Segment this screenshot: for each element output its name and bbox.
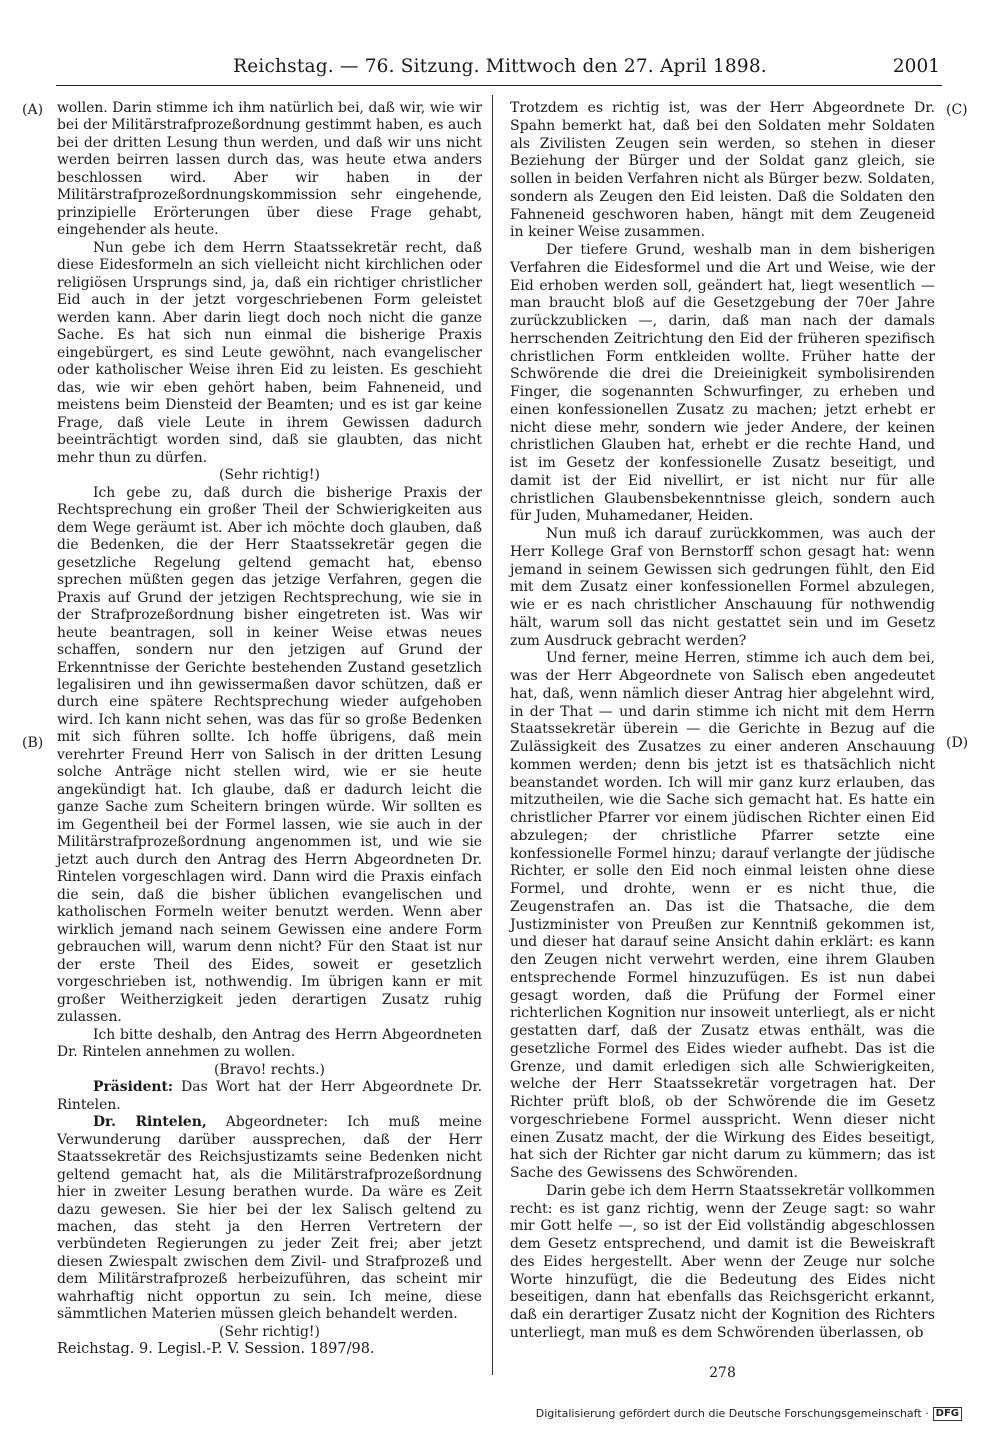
paragraph: Ich gebe zu, daß durch die bisherige Praxis der Rechtsprechung ein großer Theil der Schwierigkeiten aus dem Wege geräumt ist. Aber ich möchte doch glauben, daß die Bedenken, die der Herr Staatssekretär gegen die gesetzliche Regelung geltend gemacht hat, ebenso sprechen müßten gegen das jetzige Verfahren, gegen die Praxis auf Grund der jetzigen Rechtsprechung, wie sie in der Strafprozeßordnung bisher eingetreten ist. Was wir heute beantragen, soll in keiner Weise etwas neues schaffen, sondern nur den jetzigen auf Grund der Erkenntnisse der Gerichte bestehenden Zustand gesetzlich legalisiren und ihn gewissermaßen davor schützen, daß er durch eine spätere Rechtsprechung wieder aufgehoben wird. Ich kann nicht sehen, was das für so große Bedenken mit sich führen sollte. Ich hoffe übrigens, daß mein verehrter Freund Herr von Salisch in der dritten Lesung solche Anträge nicht stellen wird, wie er sie heute angekündigt hat. Ich glaube, daß er dadurch leicht die ganze Sache zum Scheitern bringen würde. Wir sollten es im Gegentheil bei der Formel lassen, wie sie auch in der Militärstrafprozeßordnung angenommen ist, und wie sie jetzt auch durch den Antrag des Herrn Abgeordneten Dr. Rintelen vorgeschlagen wird. Dann wird die Praxis einfach die sein, daß die bisher üblichen evangelischen und katholischen Formeln weiter benutzt werden. Wenn aber wirklich jemand nach seinem Gewissen eine andere Form gebrauchen will, warum denn nicht? Für den Staat ist nur der erste Theil des Eides, soweit er gesetzlich vorgeschrieben ist, nothwendig. Im übrigen kann er mit großer Weitherzigkeit jeden derartigen Zusatz ruhig zulassen. (57, 484, 482, 1026)
page-header (60, 52, 940, 82)
paragraph: Nun gebe ich dem Herrn Staatssekretär recht, daß diese Eidesformeln an sich vielleicht nicht kirchlichen oder religiösen Ursprungs sind, ja, daß ein richtiger christlicher Eid auch in der jetzt vorgeschriebenen Form geleistet werden kann. Aber darin liegt doch noch nicht die ganze Sache. Es hat sich nun einmal die bisherige Praxis eingebürgert, es sind Leute gewöhnt, nach evangelischer oder katholischer Weise ihren Eid zu leisten. Es geschieht das, wie wir eben gehört haben, beim Fahneneid, und meistens beim Diensteid der Beamten; und es ist gar keine Frage, daß viele Leute in ihrem Gewissen dadurch beeinträchtigt worden sind, daß sie glaubten, das nicht mehr thun zu dürfen. (57, 239, 482, 466)
speech-text: Das Wort hat der Herr Abgeordnete Dr. Rintelen. (57, 1079, 482, 1113)
digitization-credit (536, 1407, 962, 1421)
interjection: (Sehr richtig!) (219, 1323, 320, 1340)
margin-mark-c: (C) (946, 102, 968, 118)
margin-mark-b: (B) (22, 735, 44, 751)
interjection: (Bravo! rechts.) (214, 1061, 325, 1078)
margin-mark-d: (D) (946, 735, 969, 751)
page-number: 2001 (892, 56, 940, 77)
print-signature: Reichstag. 9. Legisl.-P. V. Session. 1897/98. (57, 1341, 375, 1358)
interjection: (Sehr richtig!) (219, 467, 320, 484)
paragraph: Darin gebe ich dem Herrn Staatssekretär vollkommen recht: es ist ganz richtig, wenn der Zeuge sagt: so wahr mir Gott helfe —, so ist der Eid vollständig abgeschlossen dem Gesetz entsprechend, und damit ist die Beweiskraft des Eides hergestellt. Aber wenn der Zeuge nur solche Worte hinzufügt, die die Bedeutung des Eides nicht beseitigen, dann hat ebenfalls das Reichsgericht erkannt, daß ein derartiger Zusatz nicht der Kognition des Richters unterliegt, man muß es dem Schwörenden überlassen, ob (510, 1182, 935, 1341)
margin-mark-a: (A) (22, 102, 44, 118)
column-divider (492, 95, 493, 1375)
paragraph: Der tiefere Grund, weshalb man in dem bisherigen Verfahren die Eidesformel und die Art und Weise, wie der Eid erhoben werden soll, geändert hat, liegt wesentlich — man braucht bloß auf die Gesetzgebung der 70er Jahre zurückzublicken —, darin, daß man nach der damals herrschenden Zeitrichtung den Eid der früheren spezifisch christlichen Form entkleiden wollte. Früher hatte der Schwörende die drei die Dreieinigkeit symbolisirenden Finger, die sogenannten Schwurfinger, zu erheben und einen konfessionellen Zusatz zu machen; jetzt erhebt er nicht diese mehr, sondern wie jeder Andere, der keinen christlichen Glauben hat, erhebt er die rechte Hand, und ist im Gesetz der konfessionelle Zusatz beseitigt, und damit ist der Eid nivellirt, er ist nicht nur für alle christlichen Glaubensbekenntnisse gleich, sondern auch für Juden, Muhamedaner, Heiden. (510, 242, 935, 525)
paragraph: Nun muß ich darauf zurückkommen, was auch der Herr Kollege Graf von Bernstorff schon gesagt hat: wenn jemand in seinem Gewissen sich gedrungen fühlt, den Eid mit dem Zusatz einer konfessionellen Formel abzulegen, wie er es nach christlicher Anschauung für nothwendig hält, warum soll das nicht gestattet sein und im Gesetz zum Ausdruck gebracht werden? (510, 526, 935, 649)
header-rule (56, 85, 942, 86)
credit-text: Digitalisierung gefördert durch die Deutsche Forschungsgemeinschaft · (535, 1407, 929, 1420)
paragraph: wollen. Darin stimme ich ihm natürlich bei, daß wir, wie wir bei der Militärstrafprozeßordnung gestimmt haben, es auch bei der dritten Lesung thun werden, und daß wir uns nicht werden beirren lassen durch das, was heute etwa anders beschlossen wird. Aber wir haben in der Militärstrafprozeßordnungskommission sehr eingehende, prinzipielle Erörterungen über diese Frage gehabt, eingehender als heute. (57, 100, 482, 239)
speaker-paragraph (57, 1079, 482, 1114)
paragraph: Trotzdem es richtig ist, was der Herr Abgeordnete Dr. Spahn bemerkt hat, daß bei den Soldaten mehr Soldaten als Zivilisten Zeugen sein werden, so stehen in dieser Beziehung der Bürger und der Soldat ganz gleich, sie sollen in beiden Verfahren nicht als Bürger bezw. Soldaten, sondern als Zeugen den Eid leisten. Daß die Soldaten den Fahneneid geschworen haben, hängt mit dem Zeugeneid in keiner Weise zusammen. (510, 100, 935, 241)
dfg-logo: DFG (933, 1407, 962, 1421)
paragraph: Und ferner, meine Herren, stimme ich auch dem bei, was der Herr Abgeordnete von Salisch eben angedeutet hat, daß, wenn nämlich dieser Antrag hier abgelehnt wird, in der That — und darin stimme ich nicht mit dem Herrn Staatssekretär überein — die Gerichte in Bezug auf die Zulässigkeit des Zusatzes zu einer anderen Anschauung kommen werden; denn bis jetzt ist es thatsächlich nicht beanstandet worden. Ich will mir ganz kurz erlauben, das mitzutheilen, wie die Sache sich gemacht hat. Es hatte ein christlicher Pfarrer vor einem jüdischen Richter einen Eid abzulegen; der christliche Pfarrer setzte eine konfessionelle Formel hinzu; darauf verlangte der jüdische Richter, er solle den Eid noch einmal leisten ohne diese Formel, und drohte, wenn er es nicht thue, die Zeugenstrafen an. Das ist die Thatsache, die dem Justizminister von Preußen zur Kenntniß gekommen ist, und dieser hat darauf seine Ansicht dahin erklärt: es kann den Zeugen nicht verwehrt werden, eine ihrem Glauben entsprechende Formel hinzuzufügen. Es ist nun dabei gesagt worden, daß die Prüfung der Formel einer richterlichen Kognition nur insoweit unterliegt, als er nicht gestatten darf, daß der Zusatz etwas enthält, was die gesetzliche Formel des Eides wieder aufhebt. Das ist die Grenze, und damit erledigen sich alle Schwierigkeiten, welche der Herr Staatssekretär vorgetragen hat. Der Richter prüft bloß, ob der Schwörende die im Gesetz vorgeschriebene Formel ausspricht. Wenn dieser nicht einen Zusatz macht, der die Wirkung des Eides beseitigt, hat sich der Richter gar nicht darum zu kümmern; das ist Sache des Gewissens des Schwörenden. (510, 650, 935, 1181)
signature-number: 278 (709, 1365, 736, 1381)
paragraph: Ich bitte deshalb, den Antrag des Herrn Abgeordneten Dr. Rintelen annehmen zu wollen. (57, 1026, 482, 1061)
speaker-name: Präsident: (93, 1079, 174, 1096)
left-column (57, 100, 482, 1359)
speech-text: Abgeordneter: Ich muß meine Verwunderung darüber aussprechen, daß der Herr Staatssekretär des Reichsjustizamts seine Bedenken nicht geltend gemacht hat, als die Militärstrafprozeßordnung hier in zweiter Lesung berathen wurde. Da wäre es Zeit dazu gewesen. Sie hier bei der lex Salisch geltend zu machen, das steht ja den Herren Vertretern der verbündeten Regierungen zu jeder Zeit frei; aber jetzt diesen Zwiespalt zwischen dem Zivil- und Strafprozeß und dem Militärstrafprozeß herbeizuführen, das scheint mir wahrhaftig nicht opportun zu sein. Ich meine, diese sämmtlichen Materien müssen gleich behandelt werden. (57, 1114, 482, 1323)
running-title: Reichstag. — 76. Sitzung. Mittwoch den 27. April 1898. (233, 56, 767, 77)
right-column (510, 100, 935, 1343)
speaker-name: Dr. Rintelen, (93, 1114, 207, 1131)
speaker-paragraph (57, 1114, 482, 1324)
